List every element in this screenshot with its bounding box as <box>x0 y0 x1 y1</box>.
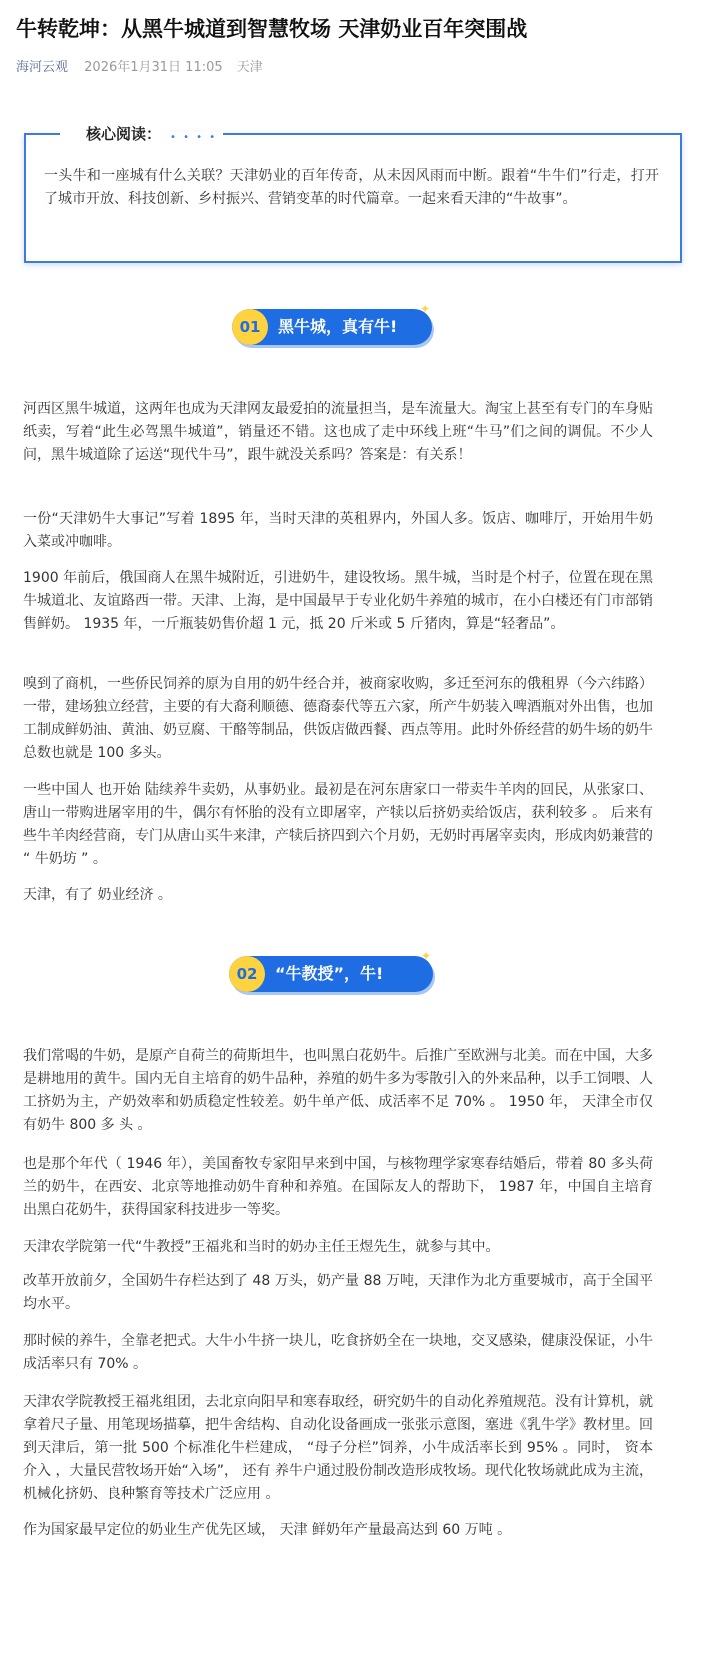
section-heading-01 <box>232 302 432 345</box>
sparkle-icon: ✦ <box>421 949 432 963</box>
paragraph: 嗅到了商机，一些侨民饲养的原为自用的奶牛经合并，被商家收购，多迁至河东的俄租界（今六纬路）一带，建场独立经营，主要的有大裔利顺德、德裔泰代等五六家，所产牛奶装入啤酒瓶对外出售，也加工制成鲜奶油、黄油、奶豆腐、干酪等制品，供饭店做西餐、西点等用。此时外侨经营的奶牛场的奶牛总数也就是 100 多头。 <box>23 676 653 761</box>
paragraph: 那时候的养牛，全靠老把式。大牛小牛挤一块儿，吃食挤奶全在一块地，交叉感染，健康没保证，小牛成活率只有 70% 。 <box>23 1333 653 1372</box>
paragraph: 天津农学院第一代“牛教授”王福兆和当时的奶办主任王煜先生，就参与其中。 <box>23 1239 500 1255</box>
paragraph: 作为国家最早定位的奶业生产优先区域， 天津 鲜奶年产量最高达到 60 万吨 。 <box>23 1522 512 1538</box>
article-source-link[interactable]: 海河云观 <box>16 60 69 75</box>
paragraph: 1900 年前后，俄国商人在黑牛城附近，引进奶牛，建设牧场。黑牛城，当时是个村子，位置在现在黑牛城道北、友谊路西一带。天津、上海，是中国最早于专业化奶牛养殖的城市，在小白楼还有门市部销售鲜奶。 1935 年，一斤瓶装奶售价超 1 元，抵 20 斤米或 5 斤猪肉，算是“轻奢品”。 <box>23 570 653 632</box>
paragraph: 也是那个年代（ 1946 年），美国畜牧专家阳早来到中国，与核物理学家寒春结婚后，带着 80 多头荷兰的奶牛，在西安、北京等地推动奶牛育种和养殖。在国际友人的帮助下， 1987 年，中国自主培育出黑白花奶牛，获得国家科技进步一等奖。 <box>23 1156 653 1218</box>
summary-label: 核心阅读： <box>60 123 171 145</box>
article-meta <box>16 58 263 78</box>
article-title: 牛转乾坤：从黑牛城道到智慧牧场 天津奶业百年突围战 <box>16 17 528 41</box>
paragraph: 河西区黑牛城道，这两年也成为天津网友最爱拍的流量担当，是车流量大。淘宝上甚至有专门的车身贴纸卖，写着“此生必驾黑牛城道”，销量还不错。这也成了走中环线上班“牛马”们之间的调侃。不少人问，黑牛城道除了运送“现代牛马”，跟牛就没关系吗？答案是：有关系！ <box>23 401 653 463</box>
publish-location: 天津 <box>236 60 263 75</box>
section-number: 01 <box>232 309 268 345</box>
section-heading-02 <box>229 949 433 992</box>
paragraph: 一些中国人 也开始 陆续养牛卖奶，从事奶业。最初是在河东唐家口一带卖牛羊肉的回民，从张家口、唐山一带购进屠宰用的牛，偶尔有怀胎的没有立即屠宰，产犊以后挤奶卖给饭店，获利较多 。 后来有些牛羊肉经营商，专门从唐山买牛来津，产犊后挤四到六个月奶，无奶时再屠宰卖肉，形成肉奶兼营的 “ 牛奶坊 ” 。 <box>23 782 653 867</box>
publish-date: 2026年1月31日 11:05 <box>84 60 223 75</box>
summary-text: 一头牛和一座城有什么关联？天津奶业的百年传奇，从未因风雨而中断。跟着“牛牛们”行走，打开了城市开放、科技创新、乡村振兴、营销变革的时代篇章。一起来看天津的“牛故事”。 <box>44 168 659 207</box>
paragraph: 我们常喝的牛奶，是原产自荷兰的荷斯坦牛，也叫黑白花奶牛。后推广至欧洲与北美。而在中国，大多是耕地用的黄牛。国内无自主培育的奶牛品种，养殖的奶牛多为零散引入的外来品种，以手工饲喂、人工挤奶为主，产奶效率和奶质稳定性较差。奶牛单产低、成活率不足 70% 。 1950 年， 天津全市仅有奶牛 800 多 头 。 <box>23 1048 653 1133</box>
section-number: 02 <box>229 956 265 992</box>
section-title: “牛教授”，牛! <box>275 964 384 983</box>
paragraph: 天津农学院教授王福兆组团，去北京向阳早和寒春取经，研究奶牛的自动化养殖规范。没有计算机，就拿着尺子量、用笔现场描摹，把牛舍结构、自动化设备画成一张张示意图，塞进《乳牛学》教材里。回到天津后，第一批 500 个标准化牛栏建成， “母子分栏”饲养，小牛成活率长到 95% 。同时， 资本介入 ，大量民营牧场开始“入场”， 还有 养牛户通过股份制改造形成牧场。现代化牧场就此成为主流，机械化挤奶、良种繁育等技术广泛应用 。 <box>23 1394 653 1502</box>
paragraph: 一份“天津奶牛大事记”写着 1895 年，当时天津的英租界内，外国人多。饭店、咖啡厅，开始用牛奶入菜或冲咖啡。 <box>23 511 653 550</box>
summary-box <box>24 125 682 263</box>
sparkle-icon: ✦ <box>420 302 431 316</box>
paragraph: 天津，有了 奶业经济 。 <box>23 887 172 903</box>
summary-dots-decoration: • • • • <box>164 132 223 144</box>
paragraph: 改革开放前夕，全国奶牛存栏达到了 48 万头，奶产量 88 万吨，天津作为北方重要城市，高于全国平均水平。 <box>23 1273 653 1312</box>
section-title: 黑牛城，真有牛! <box>278 317 398 336</box>
